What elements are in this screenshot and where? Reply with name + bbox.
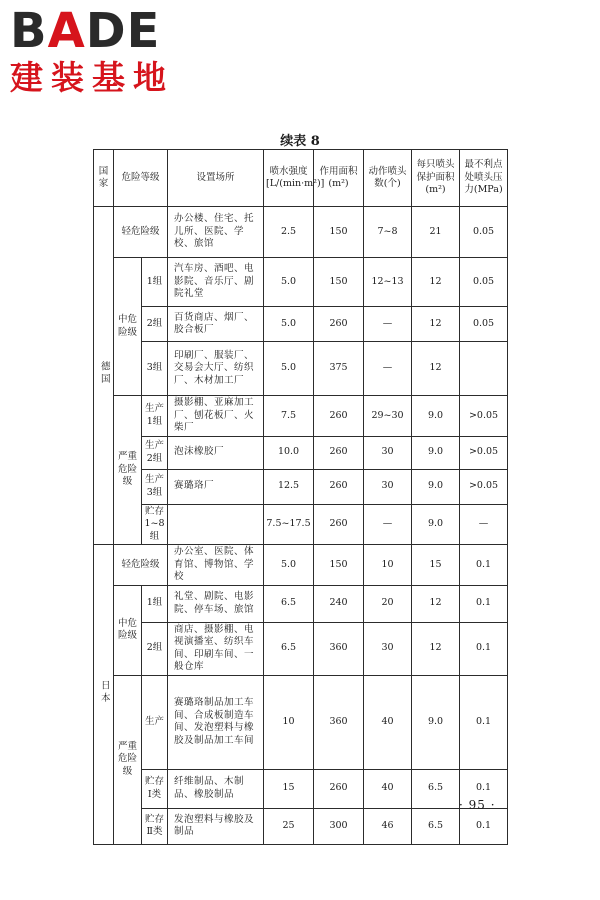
- header-spray: 喷水强度[L/(min·m²)]: [264, 150, 314, 207]
- logo-subtitle: 建装基地: [10, 58, 174, 97]
- table-caption: 续表 8: [280, 134, 320, 149]
- header-area: 作用面积(m²): [314, 150, 364, 207]
- table-row: 生产3组 赛璐珞厂 12.5 260 30 9.0 >0.05: [94, 469, 508, 504]
- country-cell: 日本: [94, 545, 114, 845]
- table-row: 德国 轻危险级 办公楼、住宅、托儿所、医院、学校、旅馆 2.5 150 7~8 21 0.05: [94, 207, 508, 258]
- header-protect: 每只喷头保护面积(m²): [412, 150, 460, 207]
- table-row: 3组 印刷厂、服装厂、交易会大厅、纺织厂、木材加工厂 5.0 375 — 12: [94, 342, 508, 396]
- header-country: 国家: [94, 150, 114, 207]
- table-row: 中危险级 1组 礼堂、剧院、电影院、停车场、旅馆 6.5 240 20 12 0.1: [94, 585, 508, 622]
- header-row: [94, 150, 508, 207]
- table-row: 贮存Ⅰ类 纤维制品、木制品、橡胶制品 15 260 40 6.5 0.1: [94, 769, 508, 808]
- sprinkler-table: [93, 149, 508, 845]
- logo-wordmark: BADE: [10, 3, 161, 59]
- header-pressure: 最不利点处喷头压力(MPa): [460, 150, 508, 207]
- header-place: 设置场所: [168, 150, 264, 207]
- page-number: · 95 ·: [459, 798, 496, 812]
- country-cell: 德国: [94, 207, 114, 545]
- table-row: 中危险级 1组 汽车房、酒吧、电影院、音乐厅、剧院礼堂 5.0 150 12~13 12 0.05: [94, 258, 508, 307]
- table-row: 日本 轻危险级 办公室、医院、体育馆、博物馆、学校 5.0 150 10 15 0.1: [94, 545, 508, 586]
- table-row: 严重危险级 生产1组 摄影棚、亚麻加工厂、刨花板厂、火柴厂 7.5 260 29~30 9.0 >0.05: [94, 396, 508, 437]
- table-row: 严重危险级 生产 赛璐珞制品加工车间、合成板制造车间、发泡塑料与橡胶及制品加工车间 10 360 40 9.0 0.1: [94, 675, 508, 769]
- header-heads: 动作喷头数(个): [364, 150, 412, 207]
- table-row: 生产2组 泡沫橡胶厂 10.0 260 30 9.0 >0.05: [94, 436, 508, 469]
- bade-logo: [10, 3, 174, 98]
- header-hazard: 危险等级: [114, 150, 168, 207]
- table-row: 贮存Ⅱ类 发泡塑料与橡胶及制品 25 300 46 6.5 0.1: [94, 808, 508, 844]
- table-row: 贮存1~8组 7.5~17.5 260 — 9.0 —: [94, 504, 508, 545]
- table-row: 2组 百货商店、烟厂、胶合板厂 5.0 260 — 12 0.05: [94, 307, 508, 342]
- table-row: 2组 商店、摄影棚、电视演播室、纺织车间、印刷车间、一般仓库 6.5 360 30 12 0.1: [94, 622, 508, 675]
